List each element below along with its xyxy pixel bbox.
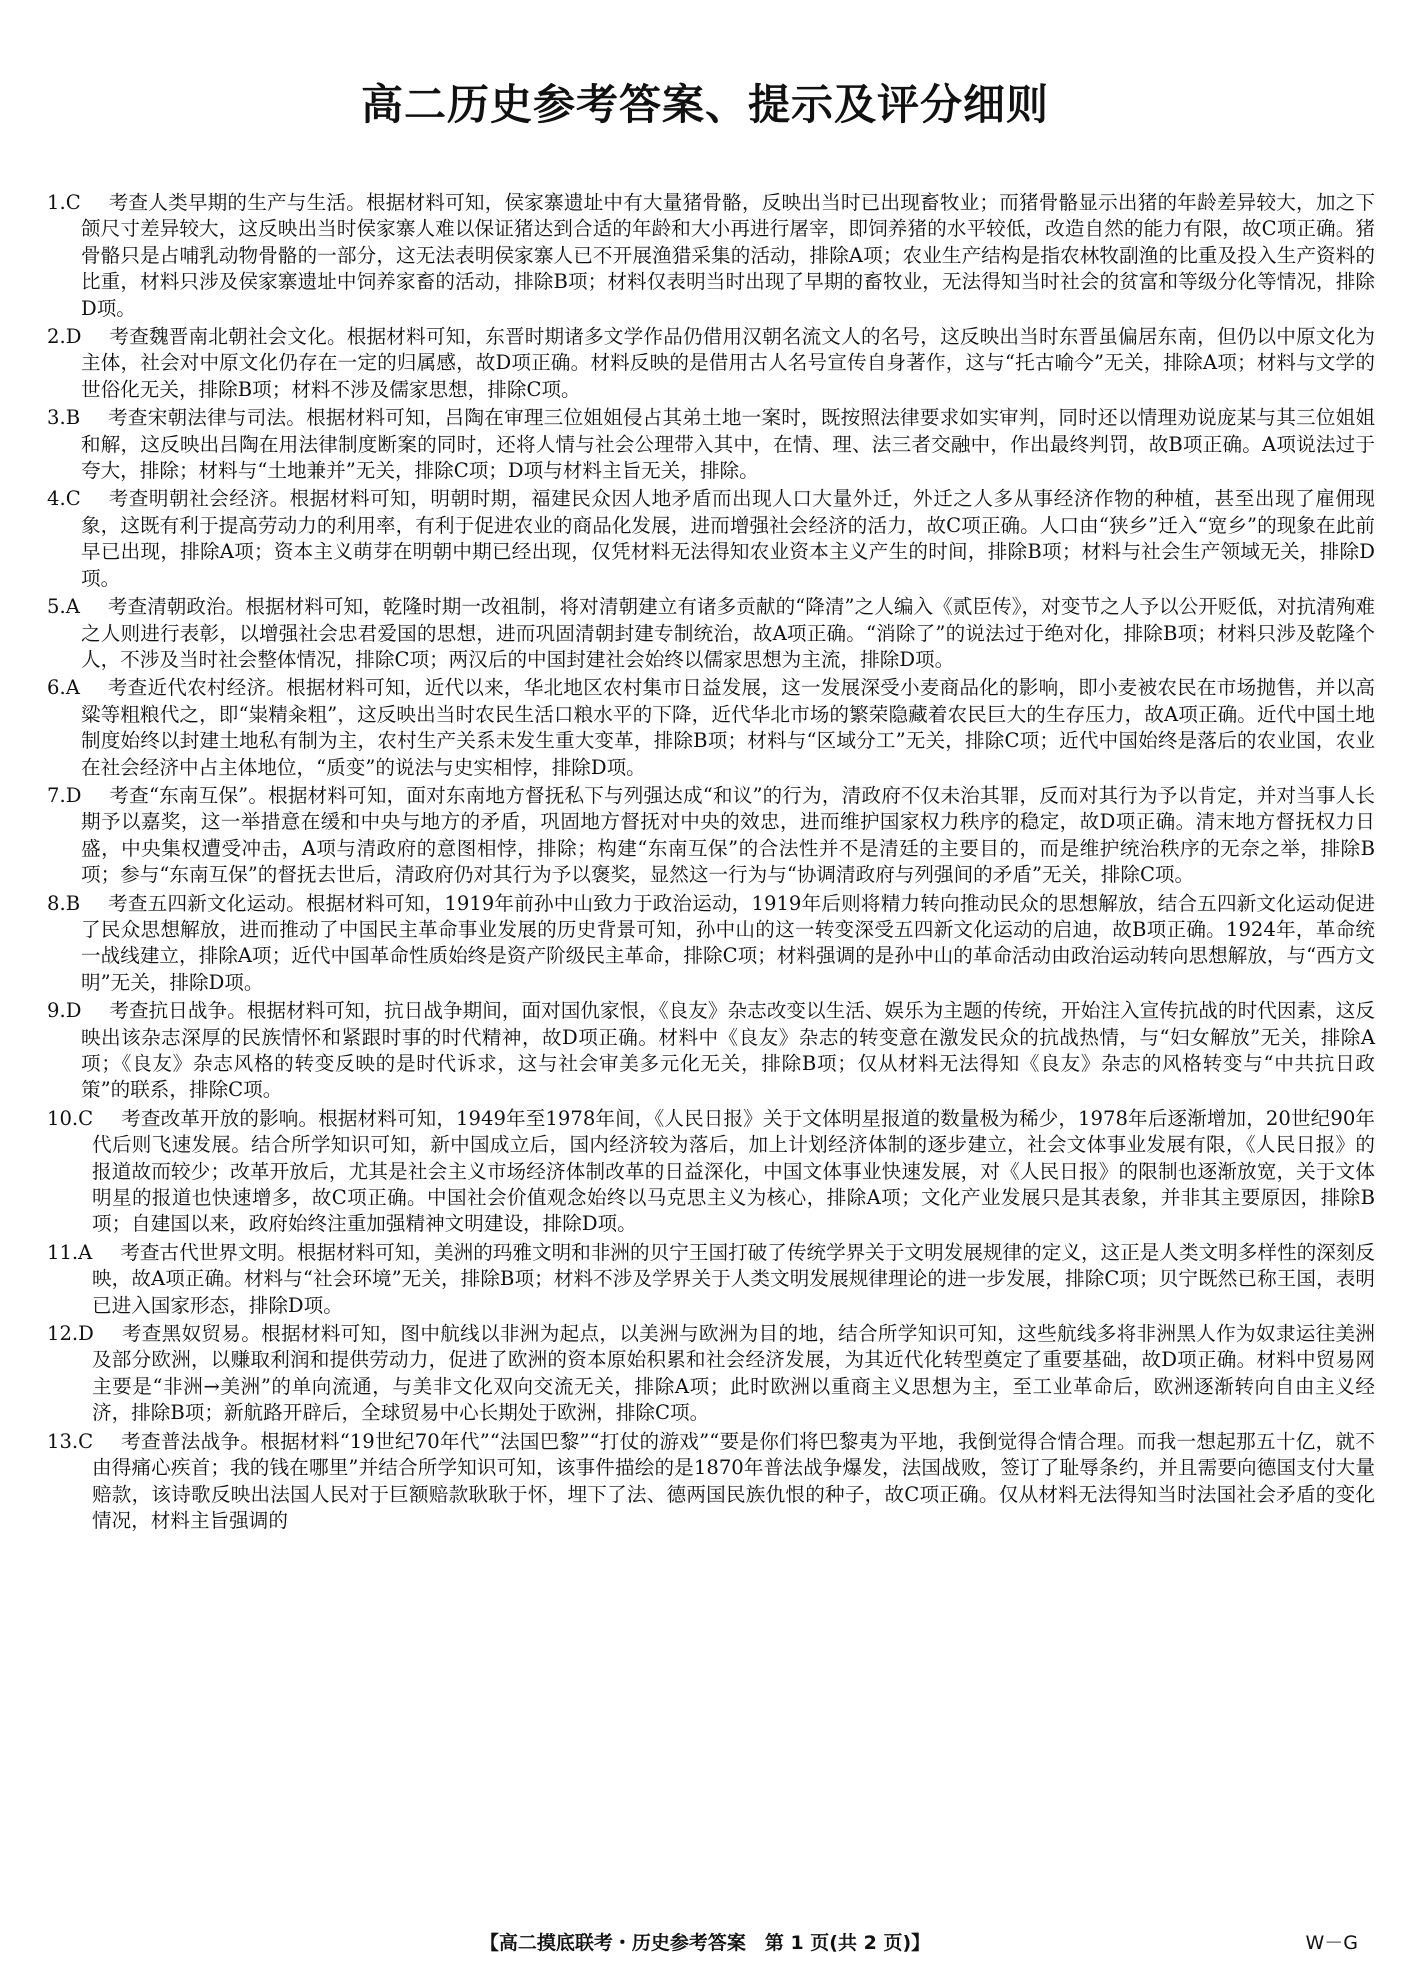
answer-key [47,486,81,512]
question-number: 5. [47,595,66,619]
answer-letter: D [65,325,82,349]
answer-explanation: 考查宋朝法律与司法。根据材料可知，吕陶在审理三位姐姐侵占其弟土地一案时，既按照法律要求如实审判，同时还以情理劝说庞某与其三位姐姐和解，这反映出吕陶在用法律制度断案的同时，还将人情与社会公理带入其中，在情、理、法三者交融中，作出最终判罚，故B项正确。A项说法过于夸大，排除；材料与“土地兼并”无关，排除C项；D项与材料主旨无关，排除。 [81,406,1375,483]
document-title: 高二历史参考答案、提示及评分细则 [360,80,1049,129]
answer-key [47,1106,93,1132]
answer-item [47,1321,1375,1427]
answer-explanation: 考查魏晋南北朝社会文化。根据材料可知，东晋时期诸多文学作品仍借用汉朝名流文人的名号，这反映出当时东晋虽偏居东南，但仍以中原文化为主体，社会对中原文化仍存在一定的归属感，故D项正确。材料反映的是借用古人名号宣传自身著作，这与“托古喻今”无关，排除A项；材料与文学的世俗化无关，排除B项；材料不涉及儒家思想，排除C项。 [81,325,1375,401]
answer-key [47,998,81,1024]
answer-letter: C [78,1106,94,1130]
answer-key [47,675,80,701]
answer-letter: D [65,783,82,807]
answer-item [47,783,1375,889]
answer-letter: D [78,1322,94,1346]
answer-explanation: 考查清朝政治。根据材料可知，乾隆时期一改祖制，将对清朝建立有诸多贡献的“降清”之人编入《贰臣传》，对变节之人予以公开贬低，对抗清殉难之人则进行表彰，以增强社会忠君爱国的思想，进而巩固清朝封建专制统治，故A项正确。“消除了”的说法过于绝对化，排除B项；材料只涉及乾隆个人，不涉及当时社会整体情况，排除C项；两汉后的中国封建社会始终以儒家思想为主流，排除D项。 [81,595,1375,671]
question-number: 10. [47,1106,79,1130]
question-number: 11. [47,1240,79,1264]
answer-letter: A [78,1240,93,1264]
answer-letter: C [78,1429,94,1453]
answer-key [47,1240,92,1266]
answer-key [47,1429,93,1455]
answer-key [47,1321,94,1347]
answer-key [47,783,81,809]
answer-key [47,594,80,620]
answer-item [47,1429,1375,1535]
footer-code: W－G [1305,1932,1358,1954]
answer-letter: B [65,406,81,430]
answer-explanation: 考查普法战争。根据材料“19世纪70年代”“法国巴黎”“打仗的游戏”“要是你们将巴黎夷为平地，我倒觉得合情合理。而我一想起那五十亿，就不由得痛心疾首；我的钱在哪里”并结合所学知识可知，该事件描绘的是1870年普法战争爆发，法国战败，签订了耻辱条约，并且需要向德国支付大量赔款，该诗歌反映出法国人民对于巨额赔款耿耿于怀，埋下了法、德两国民族仇恨的种子，故C项正确。仅从材料无法得知当时法国社会矛盾的变化情况，材料主旨强调的 [92,1429,1375,1532]
question-number: 2. [47,325,66,349]
answer-item [47,486,1375,592]
answer-explanation: 考查五四新文化运动。根据材料可知，1919年前孙中山致力于政治运动，1919年后则将精力转向推动民众的思想解放，结合五四新文化运动促进了民众思想解放，进而推动了中国民主革命事业发展的历史背景可知，孙中山的这一转变深受五四新文化运动的启迪，故B项正确。1924年，革命统一战线建立，排除A项；近代中国革命性质始终是资产阶级民主革命，排除C项；材料强调的是孙中山的革命活动由政治运动转向思想解放，与“西方文明”无关，排除D项。 [81,891,1375,994]
question-number: 13. [47,1429,79,1453]
answer-key [47,891,80,917]
answer-explanation: 考查黑奴贸易。根据材料可知，图中航线以非洲为起点，以美洲与欧洲为目的地，结合所学知识可知，这些航线多将非洲黑人作为奴隶运往美洲及部分欧洲，以赚取利润和提供劳动力，促进了欧洲的资本原始积累和社会经济发展，为其近代化转型奠定了重要基础，故D项正确。材料中贸易网主要是“非洲→美洲”的单向流通，与美非文化双向交流无关，排除A项；此时欧洲以重商主义思想为主，至工业革命后，欧洲逐渐转向自由主义经济，排除B项；新航路开辟后，全球贸易中心长期处于欧洲，排除C项。 [92,1322,1375,1425]
question-number: 8. [47,891,66,915]
question-number: 3. [47,406,66,430]
answer-letter: A [65,595,80,619]
answer-explanation: 考查人类早期的生产与生活。根据材料可知，侯家寨遗址中有大量猪骨骼，反映出当时已出现畜牧业；而猪骨骼显示出猪的年龄差异较大，加之下颌尺寸差异较大，这反映出当时侯家寨人难以保证猪达到合适的年龄和大小再进行屠宰，即饲养猪的水平较低，改造自然的能力有限，故C项正确。猪骨骼只是占哺乳动物骨骼的一部分，这无法表明侯家寨人已不开展渔猎采集的活动，排除A项；农业生产结构是指农林牧副渔的比重及投入生产资料的比重，材料只涉及侯家寨遗址中饲养家畜的活动，排除B项；材料仅表明当时出现了早期的畜牧业，无法得知当时社会的贫富和等级分化等情况，排除D项。 [81,191,1375,320]
answer-item [47,594,1375,673]
question-number: 12. [47,1322,79,1346]
answer-item [47,998,1375,1104]
answer-explanation: 考查改革开放的影响。根据材料可知，1949年至1978年间，《人民日报》关于文体明星报道的数量极为稀少，1978年后逐渐增加，20世纪90年代后则飞速发展。结合所学知识可知，新中国成立后，国内经济较为落后，加上计划经济体制的逐步建立，社会文体事业发展有限，《人民日报》的报道故而较少；改革开放后，尤其是社会主义市场经济体制改革的日益深化，中国文体事业快速发展，对《人民日报》的限制也逐渐放宽，关于文体明星的报道也快速增多，故C项正确。中国社会价值观念始终以马克思主义为核心，排除A项；文化产业发展只是其表象，并非其主要原因，排除B项；自建国以来，政府始终注重加强精神文明建设，排除D项。 [92,1106,1375,1236]
answer-explanation: 考查抗日战争。根据材料可知，抗日战争期间，面对国仇家恨，《良友》杂志改变以生活、娱乐为主题的传统，开始注入宣传抗战的时代因素，这反映出该杂志深厚的民族情怀和紧跟时事的时代精神，故D项正确。材料中《良友》杂志的转变意在激发民众的抗战热情，与“妇女解放”无关，排除A项；《良友》杂志风格的转变反映的是时代诉求，这与社会审美多元化无关，排除B项；仅从材料无法得知《良友》杂志的风格转变与“中共抗日政策”的联系，排除C项。 [81,999,1375,1102]
footer-page-info: 【高二摸底联考・历史参考答案 第 1 页(共 2 页)】 [479,1932,931,1954]
answer-explanation: 考查“东南互保”。根据材料可知，面对东南地方督抚私下与列强达成“和议”的行为，清政府不仅未治其罪，反而对其行为予以肯定，并对当事人长期予以嘉奖，这一举措意在缓和中央与地方的矛盾，巩固地方督抚对中央的效忠，进而维护国家权力秩序的稳定，故D项正确。清末地方督抚权力日盛，中央集权遭受冲击，A项与清政府的意图相悖，排除；构建“东南互保”的合法性并不是清廷的主要目的，而是维护统治秩序的无奈之举，排除B项；参与“东南互保”的督抚去世后，清政府仍对其行为予以褒奖，显然这一行为与“协调清政府与列强间的矛盾”无关，排除C项。 [81,783,1375,887]
question-number: 6. [47,676,66,700]
answer-letter: A [65,676,80,700]
answer-item [47,891,1375,997]
answer-item [47,1240,1375,1319]
question-number: 4. [47,487,66,511]
page-footer [0,1928,1410,1956]
question-number: 7. [47,783,66,807]
answer-letter: C [65,487,81,511]
answer-list [47,190,1375,1536]
answer-item [47,675,1375,781]
question-number: 9. [47,999,66,1023]
answer-key [47,190,81,216]
answer-explanation: 考查近代农村经济。根据材料可知，近代以来，华北地区农村集市日益发展，这一发展深受小麦商品化的影响，即小麦被农民在市场抛售，并以高粱等粗粮代之，即“粜精籴粗”，这反映出当时农民生活口粮水平的下降，近代华北市场的繁荣隐藏着农民巨大的生存压力，故A项正确。近代中国土地制度始终以封建土地私有制为主，农村生产关系未发生重大变革，排除B项；材料与“区域分工”无关，排除C项；近代中国始终是落后的农业国，农业在社会经济中占主体地位，“质变”的说法与史实相悖，排除D项。 [81,676,1375,779]
answer-key [47,324,81,350]
answer-letter: D [65,999,82,1023]
answer-item [47,405,1375,484]
answer-item [47,190,1375,322]
question-number: 1. [47,191,66,214]
answer-explanation: 考查古代世界文明。根据材料可知，美洲的玛雅文明和非洲的贝宁王国打破了传统学界关于文明发展规律的定义，这正是人类文明多样性的深刻反映，故A项正确。材料与“社会环境”无关，排除B项；材料不涉及学界关于人类文明发展规律理论的进一步发展，排除C项；贝宁既然已称王国，表明已进入国家形态，排除D项。 [92,1240,1375,1317]
answer-letter: B [65,891,81,915]
answer-letter: C [65,191,81,214]
answer-item [47,324,1375,403]
answer-item [47,1106,1375,1238]
answer-explanation: 考查明朝社会经济。根据材料可知，明朝时期，福建民众因人地矛盾而出现人口大量外迁，外迁之人多从事经济作物的种植，甚至出现了雇佣现象，这既有利于提高劳动力的利用率，有利于促进农业的商品化发展，进而增强社会经济的活力，故C项正确。人口由“狭乡”迁入“宽乡”的现象在此前早已出现，排除A项；资本主义萌芽在明朝中期已经出现，仅凭材料无法得知农业资本主义产生的时间，排除B项；材料与社会生产领域无关，排除D项。 [81,487,1375,590]
answer-key [47,405,80,431]
